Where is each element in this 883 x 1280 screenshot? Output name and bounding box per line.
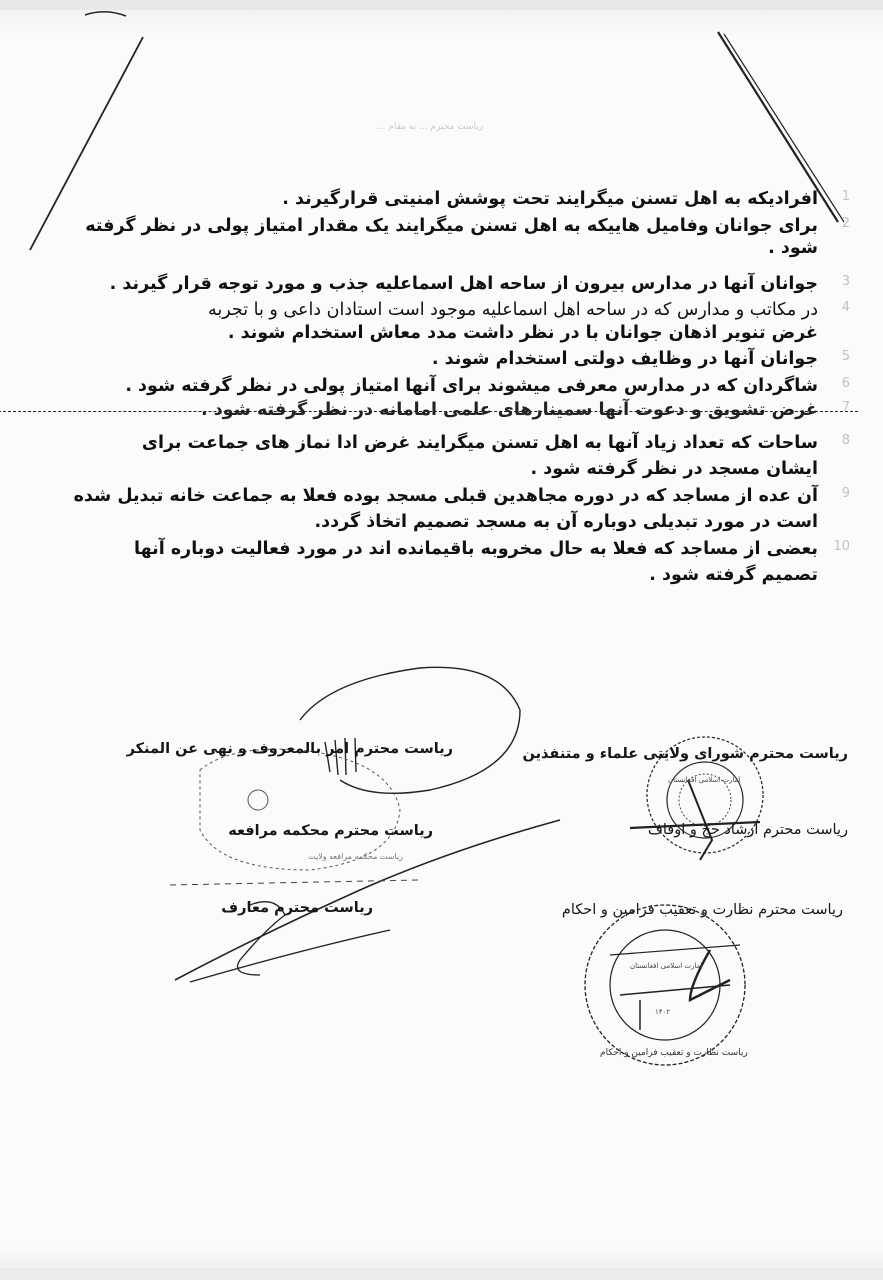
signatory-ulema-council: ریاست محترم شورای ولایتی علماء و متنفذین <box>522 746 848 762</box>
signatory-oversight-decrees: ریاست محترم نظارت و تعقیب فرامین و احکام <box>561 902 843 918</box>
item-line: شاگردان که در مدارس معرفی میشوند برای آنها امتیاز پولی در نظر گرفته شود . <box>125 375 818 396</box>
appeals-court-stamp-subtext: ریاست محکمه مرافعه ولایت <box>308 852 403 861</box>
scan-top-edge <box>0 0 883 10</box>
court-stamp-emblem <box>248 790 268 810</box>
item-number: 2 <box>841 215 850 231</box>
stamp-bottom-right-text: ریاست نظارت و تعقیب فرامین و احکام <box>600 1048 748 1058</box>
list-item-6 <box>38 375 850 398</box>
item-number: 8 <box>841 432 850 448</box>
list-item-5 <box>38 348 850 371</box>
list-item-3 <box>38 273 850 296</box>
list-item-1 <box>38 188 850 211</box>
horizontal-divider-dashed <box>170 880 420 885</box>
item-line: شود . <box>768 238 818 258</box>
item-number: 1 <box>841 189 850 204</box>
item-line: برای جوانان وفامیل هاییکه به اهل تسنن میگرایند یک مقدار امتیاز پولی در نظر گرفته <box>85 215 818 236</box>
item-line: جوانان آنها در مدارس بیرون از ساحه اهل اسماعلیه جذب و مورد توجه قرار گیرند . <box>109 273 818 294</box>
faint-header-text: ریاست محترم ... به مقام ... <box>376 122 484 132</box>
list-item-7-struck <box>38 399 850 422</box>
item-line: آن عده از مساجد که در دوره مجاهدین قبلی مسجد بوده فعلا به جماعت خانه تبدیل شده <box>73 485 818 506</box>
list-item-9 <box>38 485 850 534</box>
signatory-education: ریاست محترم معارف <box>221 900 373 916</box>
list-item-8 <box>38 432 850 481</box>
list-item-10 <box>38 538 850 587</box>
signatory-appeals-court: ریاست محترم محکمه مرافعه <box>228 823 433 839</box>
item-line: افرادیکه به اهل تسنن میگرایند تحت پوشش امنیتی قرارگیرند . <box>282 189 818 209</box>
item-number: 4 <box>841 300 850 315</box>
item-line: تصمیم گرفته شود . <box>649 565 818 585</box>
signature-long-stroke-2 <box>190 930 390 982</box>
item-number: 5 <box>841 349 850 364</box>
item-number: 6 <box>841 375 850 391</box>
diagonal-pen-stroke-left-top <box>85 12 126 16</box>
signature-loop-top <box>300 667 520 793</box>
item-line: غرض تشویق و دعوت آنها سمینارهای علمی امامانه در نظر گرفته شود . <box>200 400 818 420</box>
item-number: 9 <box>841 485 850 501</box>
item-number: 10 <box>833 538 850 554</box>
stamp-bottom-right-inner: امارت اسلامی افغانستان <box>630 962 703 970</box>
stamp-bottom-right-year: ۱۴۰۲ <box>655 1008 671 1016</box>
strikethrough-line <box>0 411 858 412</box>
stamp-top-right-text: امارت اسلامی افغانستان <box>668 776 741 784</box>
item-number: 3 <box>841 273 850 289</box>
item-number: 7 <box>841 400 850 415</box>
item-line: جوانان آنها در وظایف دولتی استخدام شوند . <box>431 349 818 369</box>
item-line: ایشان مسجد در نظر گرفته شود . <box>530 459 818 479</box>
scan-bottom-edge <box>0 1268 883 1280</box>
list-item-2 <box>38 215 850 260</box>
signatory-hajj-awqaf: ریاست محترم ارشاد حج و اوقاف <box>647 822 848 838</box>
signatory-vice-virtue: ریاست محترم امر بالمعروف و نهی عن المنکر <box>126 741 453 757</box>
item-line: در مکاتب و مدارس که در ساحه اهل اسماعلیه موجود است استادان داعی و با تجربه <box>208 300 818 320</box>
list-item-4 <box>38 299 850 344</box>
item-line: غرض تنویر اذهان جوانان با در نظر داشت مدد معاش استخدام شوند . <box>227 322 818 343</box>
item-line: است در مورد تبدیلی دوباره آن به مسجد تصمیم اتخاذ گردد. <box>314 512 818 532</box>
stamp-bottom-right <box>585 905 745 1065</box>
item-line: بعضی از مساجد که فعلا به حال مخروبه باقیمانده اند در مورد فعالیت دوباره آنها <box>134 538 818 559</box>
document-body <box>38 188 850 587</box>
item-line: ساحات که تعداد زیاد آنها به اهل تسنن میگرایند غرض ادا نماز های جماعت برای <box>141 432 818 453</box>
